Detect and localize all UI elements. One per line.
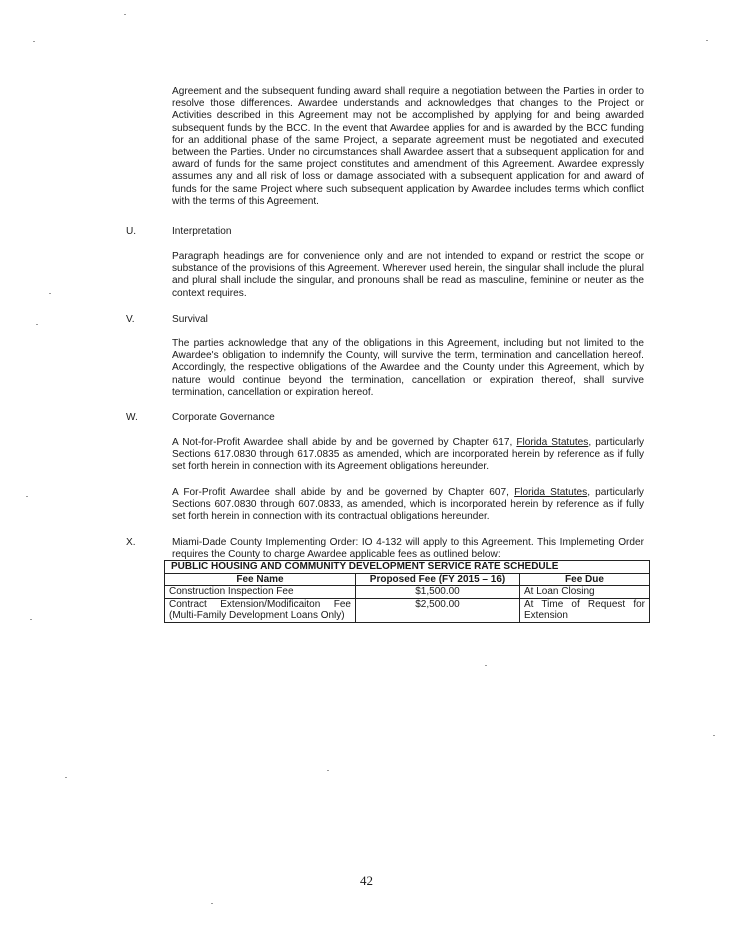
scan-speck bbox=[706, 40, 708, 41]
table-title-row bbox=[165, 561, 650, 574]
table-cell: Contract Extension/Modificaiton Fee (Multi-Family Development Loans Only) bbox=[165, 598, 356, 622]
scan-speck bbox=[30, 619, 32, 620]
fee-schedule-table bbox=[164, 560, 650, 623]
scan-speck bbox=[713, 735, 715, 736]
table-row bbox=[165, 598, 650, 622]
section-w-paragraph-forprofit: A For-Profit Awardee shall abide by and be governed by Chapter 607, Florida Statutes, particularly Sections 607.0830 through 607.0833, as amended, which is incorporated herein by reference as if fully set forth herein in connection with its contractual obligations hereunder. bbox=[172, 487, 644, 523]
section-w-heading: Corporate Governance bbox=[172, 412, 275, 423]
table-cell: Construction Inspection Fee bbox=[165, 586, 356, 599]
section-w-paragraph-nonprofit: A Not-for-Profit Awardee shall abide by and be governed by Chapter 617, Florida Statutes, particularly Sections 617.0830 through 617.0835 as amended, which are incorporated herein by reference as if fully set forth herein in connection with its Agreement obligations hereunder. bbox=[172, 437, 645, 473]
table-cell: $2,500.00 bbox=[356, 598, 520, 622]
scan-speck bbox=[65, 777, 67, 778]
section-u-heading: Interpretation bbox=[172, 226, 232, 237]
section-x-letter: X. bbox=[126, 537, 136, 548]
section-w-letter: W. bbox=[126, 412, 138, 423]
page-number: 42 bbox=[360, 873, 373, 888]
table-title: PUBLIC HOUSING AND COMMUNITY DEVELOPMENT SERVICE RATE SCHEDULE bbox=[165, 561, 650, 574]
column-header: Fee Due bbox=[520, 573, 650, 586]
scan-speck bbox=[485, 665, 487, 666]
table-cell: At Time of Request for Extension bbox=[520, 598, 650, 622]
section-x-paragraph: Miami-Dade County Implementing Order: IO 4-132 will apply to this Agreement. This Implemeting Order requires the County to charge Awardee applicable fees as outlined below: bbox=[172, 537, 644, 561]
section-u-letter: U. bbox=[126, 226, 137, 237]
scan-speck bbox=[36, 324, 38, 325]
table-row bbox=[165, 586, 650, 599]
table-cell: $1,500.00 bbox=[356, 586, 520, 599]
scan-speck bbox=[211, 903, 213, 904]
column-header: Fee Name bbox=[165, 573, 356, 586]
column-header: Proposed Fee (FY 2015 – 16) bbox=[356, 573, 520, 586]
continuation-paragraph: Agreement and the subsequent funding award shall require a negotiation between the Parties in order to resolve those differences. Awardee understands and acknowledges that changes to the Project or Activities described in this Agreement may not be accomplished by applying for and being awarded subsequent funds by the BCC. In the event that Awardee applies for and is awarded by the BCC funding for an additional phase of the same Project, a separate agreement must be negotiated and executed between the Parties. Under no circumstances shall Awardee assert that a subsequent application for and award of funds for the same project constitutes and amendment of this Agreement. Awardee expressly assumes any and all risk of loss or damage associated with a subsequent application for and award of funds for the same Project where such subsequent application by Awardee includes terms which conflict with the terms of this Agreement. bbox=[172, 86, 644, 207]
florida-statutes-reference: Florida Statutes bbox=[516, 437, 589, 448]
scan-speck bbox=[26, 496, 28, 497]
florida-statutes-reference: Florida Statutes bbox=[514, 487, 588, 498]
section-v-heading: Survival bbox=[172, 314, 208, 325]
scan-speck bbox=[33, 41, 35, 42]
section-v-paragraph: The parties acknowledge that any of the obligations in this Agreement, including but not limited to the Awardee's obligation to indemnify the County, will survive the term, termination and cancellation hereof. Accordingly, the respective obligations of the Awardee and the County under this Agreement, which by nature would continue beyond the termination, cancellation or expiration thereof, shall survive termination, cancellation or expiration hereof. bbox=[172, 338, 644, 398]
section-v-letter: V. bbox=[126, 314, 135, 325]
table-header-row bbox=[165, 573, 650, 586]
section-u-paragraph: Paragraph headings are for convenience only and are not intended to expand or restrict the scope or substance of the provisions of this Agreement. Wherever used herein, the singular shall include the plural and plural shall include the singular, and pronouns shall be read as masculine, feminine or neuter as the context requires. bbox=[172, 251, 644, 299]
scan-speck bbox=[327, 770, 329, 771]
scan-speck bbox=[49, 293, 51, 294]
scan-speck bbox=[124, 14, 126, 15]
table-cell: At Loan Closing bbox=[520, 586, 650, 599]
